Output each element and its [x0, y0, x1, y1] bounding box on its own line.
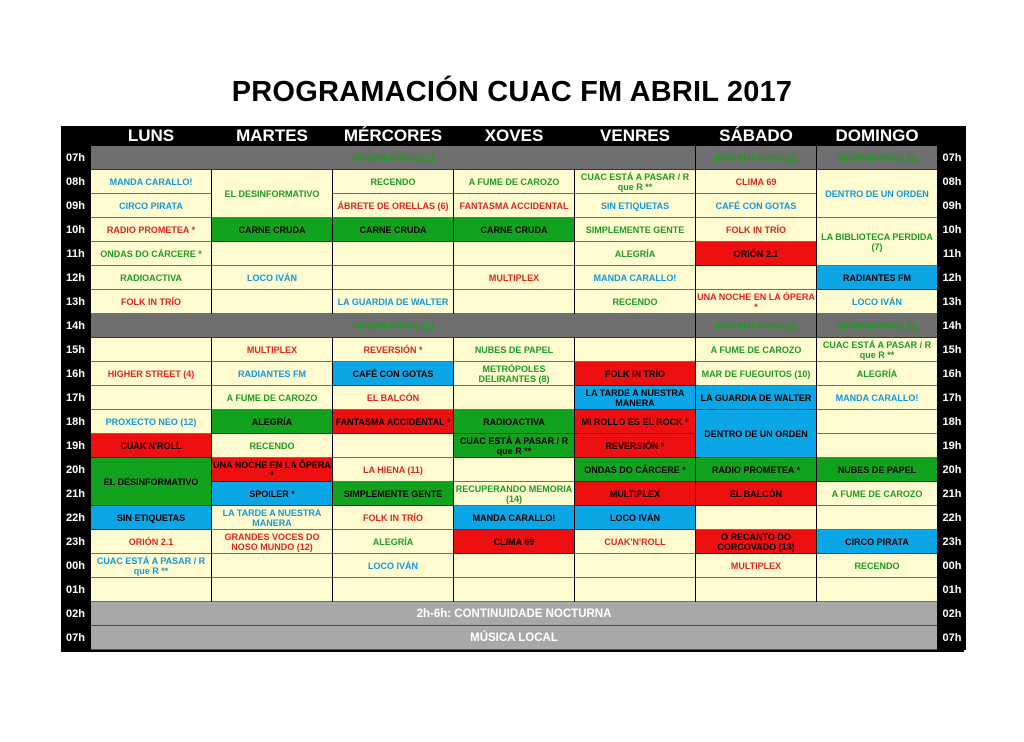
program-cell: RECENDO [817, 554, 937, 578]
program-cell: RECENDO [333, 170, 453, 194]
empty-slot [91, 338, 211, 362]
hour-label: 17h [938, 386, 966, 410]
empty-slot [333, 242, 453, 266]
program-cell: LOCO IVÁN [575, 506, 695, 530]
program-cell: RECENDO [212, 434, 332, 458]
program-cell: A FUME DE CAROZO [696, 338, 816, 362]
program-cell: CUAC ESTÁ A PASAR / R que R ** [817, 338, 937, 362]
program-cell: NUBES DE PAPEL [454, 338, 574, 362]
empty-slot [333, 434, 453, 458]
program-cell: ONDAS DO CÁRCERE * [91, 242, 211, 266]
program-cell: CUAK'N'ROLL [575, 530, 695, 554]
program-cell: A FUME DE CAROZO [212, 386, 332, 410]
empty-slot [454, 458, 574, 482]
program-cell: REVERSIÓN * [575, 434, 695, 458]
hour-label: 16h [938, 362, 966, 386]
program-cell: CAFÉ CON GOTAS [696, 194, 816, 218]
program-cell: METRÓPOLES DELIRANTES (8) [454, 362, 574, 386]
program-cell: CUAC ESTÁ A PASAR / R que R ** [575, 170, 695, 194]
empty-slot [575, 554, 695, 578]
day-header: MÉRCORES [333, 126, 453, 146]
program-cell: CLIMA 69 [454, 530, 574, 554]
program-cell: SIMPLEMENTE GENTE [575, 218, 695, 242]
empty-slot [696, 506, 816, 530]
empty-slot [575, 578, 695, 602]
corner-cell [61, 126, 90, 146]
hour-label: 13h [61, 290, 90, 314]
empty-slot [817, 578, 937, 602]
program-cell: CARNE CRUDA [454, 218, 574, 242]
hour-label: 02h [61, 602, 90, 626]
hour-label: 23h [938, 530, 966, 554]
day-header: VENRES [575, 126, 695, 146]
program-cell: ORIÓN 2.1 [696, 242, 816, 266]
program-cell: LA GUARDIA DE WALTER [333, 290, 453, 314]
program-cell: FOLK IN TRÍO [575, 362, 695, 386]
hour-label: 11h [938, 242, 966, 266]
hour-label: 00h [938, 554, 966, 578]
program-cell: MANDA CARALLO! [454, 506, 574, 530]
program-cell: INFORMATIVOS [3] [817, 314, 937, 338]
hour-label: 15h [61, 338, 90, 362]
program-cell: HIGHER STREET (4) [91, 362, 211, 386]
program-cell: LA TARDE A NUESTRA MANERA [212, 506, 332, 530]
hour-label: 12h [938, 266, 966, 290]
empty-slot [91, 578, 211, 602]
program-cell: INFORMATIVOS [3] [817, 146, 937, 170]
hour-label: 07h [938, 626, 966, 650]
program-cell: EL DESINFORMATIVO [212, 170, 332, 218]
program-cell: FOLK IN TRÍO [91, 290, 211, 314]
empty-slot [212, 290, 332, 314]
program-cell: ALEGRÍA [212, 410, 332, 434]
program-cell: CARNE CRUDA [333, 218, 453, 242]
program-cell: DENTRO DE UN ORDEN [817, 170, 937, 218]
hour-label: 13h [938, 290, 966, 314]
day-header: MARTES [212, 126, 332, 146]
program-cell: INFORMATIVOS [1] [91, 146, 695, 170]
hour-label: 17h [61, 386, 90, 410]
program-cell: ONDAS DO CÁRCERE * [575, 458, 695, 482]
hour-label: 07h [938, 146, 966, 170]
program-cell: RADIANTES FM [817, 266, 937, 290]
hour-label: 22h [61, 506, 90, 530]
hour-label: 20h [61, 458, 90, 482]
hour-label: 01h [938, 578, 966, 602]
program-cell: ALEGRÍA [575, 242, 695, 266]
program-cell: MI ROLLO ES EL ROCK * [575, 410, 695, 434]
program-cell: RECUPERANDO MEMORIA (14) [455, 484, 573, 504]
program-cell: CAFÉ CON GOTAS [333, 362, 453, 386]
hour-label: 19h [938, 434, 966, 458]
program-cell: MULTIPLEX [454, 266, 574, 290]
hour-label: 01h [61, 578, 90, 602]
program-cell: FANTASMA ACCIDENTAL * [333, 410, 453, 434]
program-cell: UNA NOCHE EN LA ÓPERA * [697, 292, 815, 312]
empty-slot [454, 578, 574, 602]
program-cell: A FUME DE CAROZO [454, 170, 574, 194]
page-title: PROGRAMACIÓN CUAC FM ABRIL 2017 [231, 76, 793, 108]
program-cell: GRANDES VOCES DO NOSO MUNDO (12) [212, 530, 332, 554]
program-cell: LA GUARDIA DE WALTER [696, 386, 816, 410]
program-cell: ÁBRETE DE ORELLAS (6) [333, 194, 453, 218]
empty-slot [91, 386, 211, 410]
empty-slot [817, 434, 937, 458]
hour-label: 15h [938, 338, 966, 362]
program-cell: INFORMATIVOS [2] [696, 314, 816, 338]
hour-label: 18h [61, 410, 90, 434]
program-cell: CIRCO PIRATA [817, 530, 937, 554]
hour-label: 21h [938, 482, 966, 506]
day-header: SÁBADO [696, 126, 816, 146]
empty-slot [817, 506, 937, 530]
empty-slot [817, 410, 937, 434]
program-cell: CLIMA 69 [696, 170, 816, 194]
program-cell: ALEGRÍA [333, 530, 453, 554]
day-header: LUNS [91, 126, 211, 146]
hour-label: 02h [938, 602, 966, 626]
program-cell: RADIO PROMETEA * [91, 218, 211, 242]
program-cell: PROXECTO NEO (12) [91, 410, 211, 434]
program-cell: CUAC ESTÁ A PASAR / R que R ** [454, 434, 574, 458]
hour-label: 07h [61, 626, 90, 650]
program-cell: LA BIBLIOTECA PERDIDA (7) [817, 218, 937, 266]
hour-label: 10h [61, 218, 90, 242]
day-header: XOVES [454, 126, 574, 146]
program-cell: RADIOACTIVA [454, 410, 574, 434]
program-cell: CARNE CRUDA [212, 218, 332, 242]
program-cell: EL BALCÓN [696, 482, 816, 506]
program-cell: MANDA CARALLO! [817, 386, 937, 410]
hour-label: 12h [61, 266, 90, 290]
hour-label: 20h [938, 458, 966, 482]
empty-slot [454, 290, 574, 314]
program-cell: UNA NOCHE EN LA ÓPERA * [213, 460, 331, 480]
program-cell: LOCO IVÁN [333, 554, 453, 578]
program-cell: CIRCO PIRATA [91, 194, 211, 218]
hour-label: 18h [938, 410, 966, 434]
program-cell: LA HIENA (11) [333, 458, 453, 482]
hour-label: 00h [61, 554, 90, 578]
program-cell: RECENDO [575, 290, 695, 314]
corner-cell [938, 126, 966, 146]
program-cell: MANDA CARALLO! [575, 266, 695, 290]
empty-slot [575, 338, 695, 362]
program-cell: DENTRO DE UN ORDEN [696, 410, 816, 458]
program-cell: LA TARDE A NUESTRA MANERA [575, 386, 695, 410]
program-cell: RADIANTES FM [212, 362, 332, 386]
local-music-band: MÚSICA LOCAL [91, 626, 937, 650]
hour-label: 14h [61, 314, 90, 338]
program-cell: SPOILER * [212, 482, 332, 506]
hour-label: 19h [61, 434, 90, 458]
program-cell: SIN ETIQUETAS [91, 506, 211, 530]
empty-slot [454, 242, 574, 266]
program-cell: CUAK'N'ROLL [91, 434, 211, 458]
empty-slot [333, 578, 453, 602]
hour-label: 07h [61, 146, 90, 170]
day-header: DOMINGO [817, 126, 937, 146]
hour-label: 14h [938, 314, 966, 338]
program-cell: A FUME DE CAROZO [817, 482, 937, 506]
hour-label: 08h [61, 170, 90, 194]
program-cell: O RECANTO DO CORCOVADO (13) [696, 530, 816, 554]
program-cell: RADIO PROMETEA * [696, 458, 816, 482]
program-cell: ALEGRÍA [817, 362, 937, 386]
program-cell: INFORMATIVOS [1] [91, 314, 695, 338]
empty-slot [212, 554, 332, 578]
empty-slot [454, 386, 574, 410]
empty-slot [333, 266, 453, 290]
program-cell: FOLK IN TRÍO [696, 218, 816, 242]
program-cell: MULTIPLEX [696, 554, 816, 578]
program-cell: RADIOACTIVA [91, 266, 211, 290]
empty-slot [696, 266, 816, 290]
empty-slot [212, 242, 332, 266]
hour-label: 09h [61, 194, 90, 218]
program-cell: MULTIPLEX [212, 338, 332, 362]
program-cell: MANDA CARALLO! [91, 170, 211, 194]
hour-label: 23h [61, 530, 90, 554]
hour-label: 09h [938, 194, 966, 218]
hour-label: 16h [61, 362, 90, 386]
hour-label: 10h [938, 218, 966, 242]
hour-label: 11h [61, 242, 90, 266]
program-cell: FANTASMA ACCIDENTAL [454, 194, 574, 218]
program-cell: INFORMATIVOS [2] [696, 146, 816, 170]
hour-label: 08h [938, 170, 966, 194]
program-cell: SIMPLEMENTE GENTE [333, 482, 453, 506]
program-cell: MAR DE FUEGUITOS (10) [696, 362, 816, 386]
program-cell: ORIÓN 2.1 [91, 530, 211, 554]
program-cell: EL BALCÓN [333, 386, 453, 410]
empty-slot [212, 578, 332, 602]
program-cell: REVERSIÓN * [333, 338, 453, 362]
program-cell: SIN ETIQUETAS [575, 194, 695, 218]
program-cell: MULTIPLEX [575, 482, 695, 506]
empty-slot [454, 554, 574, 578]
empty-slot [696, 578, 816, 602]
hour-label: 21h [61, 482, 90, 506]
program-cell: CUAC ESTÁ A PASAR / R que R ** [91, 554, 211, 578]
schedule-grid [61, 126, 966, 742]
program-cell: FOLK IN TRÍO [333, 506, 453, 530]
night-continuity-band: 2h-6h: CONTINUIDADE NOCTURNA [91, 602, 937, 626]
program-cell: LOCO IVÁN [212, 266, 332, 290]
program-cell: LOCO IVÁN [817, 290, 937, 314]
program-cell: NUBES DE PAPEL [817, 458, 937, 482]
hour-label: 22h [938, 506, 966, 530]
program-cell: EL DESINFORMATIVO [91, 458, 211, 506]
